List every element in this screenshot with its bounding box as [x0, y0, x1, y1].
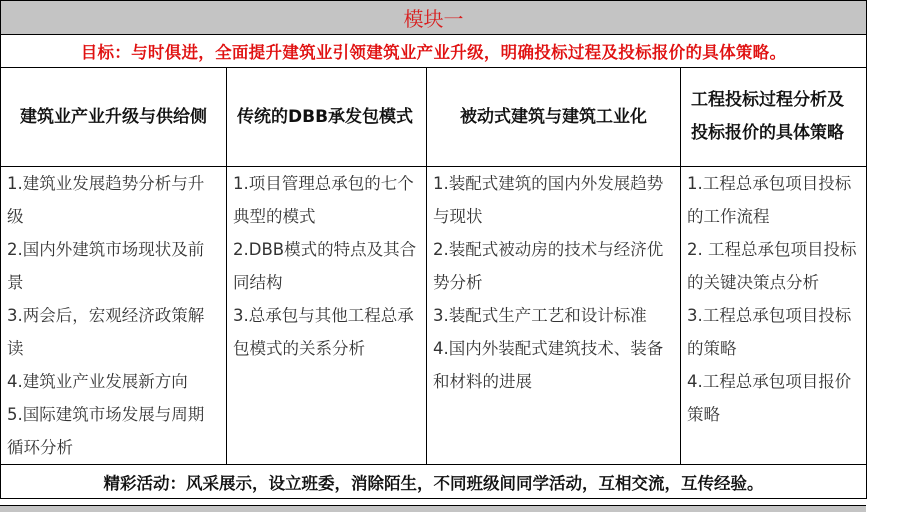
column-header-2: 传统的DBB承发包模式 [227, 68, 427, 167]
title-row [1, 1, 867, 35]
list-item: 1.项目管理总承包的七个典型的模式 [233, 174, 414, 226]
goal-text: 目标：与时俱进，全面提升建筑业引领建筑业产业升级，明确投标过程及投标报价的具体策略。 [1, 35, 867, 68]
footer-row [1, 465, 867, 499]
column-header-4: 工程投标过程分析及投标报价的具体策略 [681, 68, 867, 167]
column-header-3: 被动式建筑与建筑工业化 [427, 68, 681, 167]
column-header-1: 建筑业产业升级与供给侧 [1, 68, 227, 167]
list-item: 3.工程总承包项目投标的策略 [687, 306, 852, 358]
column-body-4 [681, 167, 867, 465]
goal-row [1, 35, 867, 68]
list-item: 1.装配式建筑的国内外发展趋势与现状 [433, 174, 664, 226]
module-title: 模块一 [1, 1, 867, 35]
list-item: 4.国内外装配式建筑技术、装备和材料的进展 [433, 339, 664, 391]
list-item: 1.工程总承包项目投标的工作流程 [687, 174, 852, 226]
list-item: 3.总承包与其他工程总承包模式的关系分析 [233, 306, 414, 358]
list-item: 5.国际建筑市场发展与周期循环分析 [7, 405, 205, 457]
list-item: 1.建筑业发展趋势分析与升级 [7, 174, 205, 226]
list-item: 2.国内外建筑市场现状及前景 [7, 240, 205, 292]
column-body-3 [427, 167, 681, 465]
footer-activities: 精彩活动：风采展示，设立班委，消除陌生，不同班级间同学活动，互相交流，互传经验。 [1, 465, 867, 499]
list-item: 3.装配式生产工艺和设计标准 [433, 306, 647, 325]
list-item: 2.DBB模式的特点及其合同结构 [233, 240, 417, 292]
column-body-1 [1, 167, 227, 465]
content-row [1, 167, 867, 465]
column-body-2 [227, 167, 427, 465]
header-row [1, 68, 867, 167]
list-item: 4.建筑业产业发展新方向 [7, 372, 188, 391]
list-item: 2. 工程总承包项目投标的关键决策点分析 [687, 240, 857, 292]
list-item: 3.两会后，宏观经济政策解读 [7, 306, 205, 358]
list-item: 4.工程总承包项目报价策略 [687, 372, 852, 424]
list-item: 2.装配式被动房的技术与经济优势分析 [433, 240, 664, 292]
